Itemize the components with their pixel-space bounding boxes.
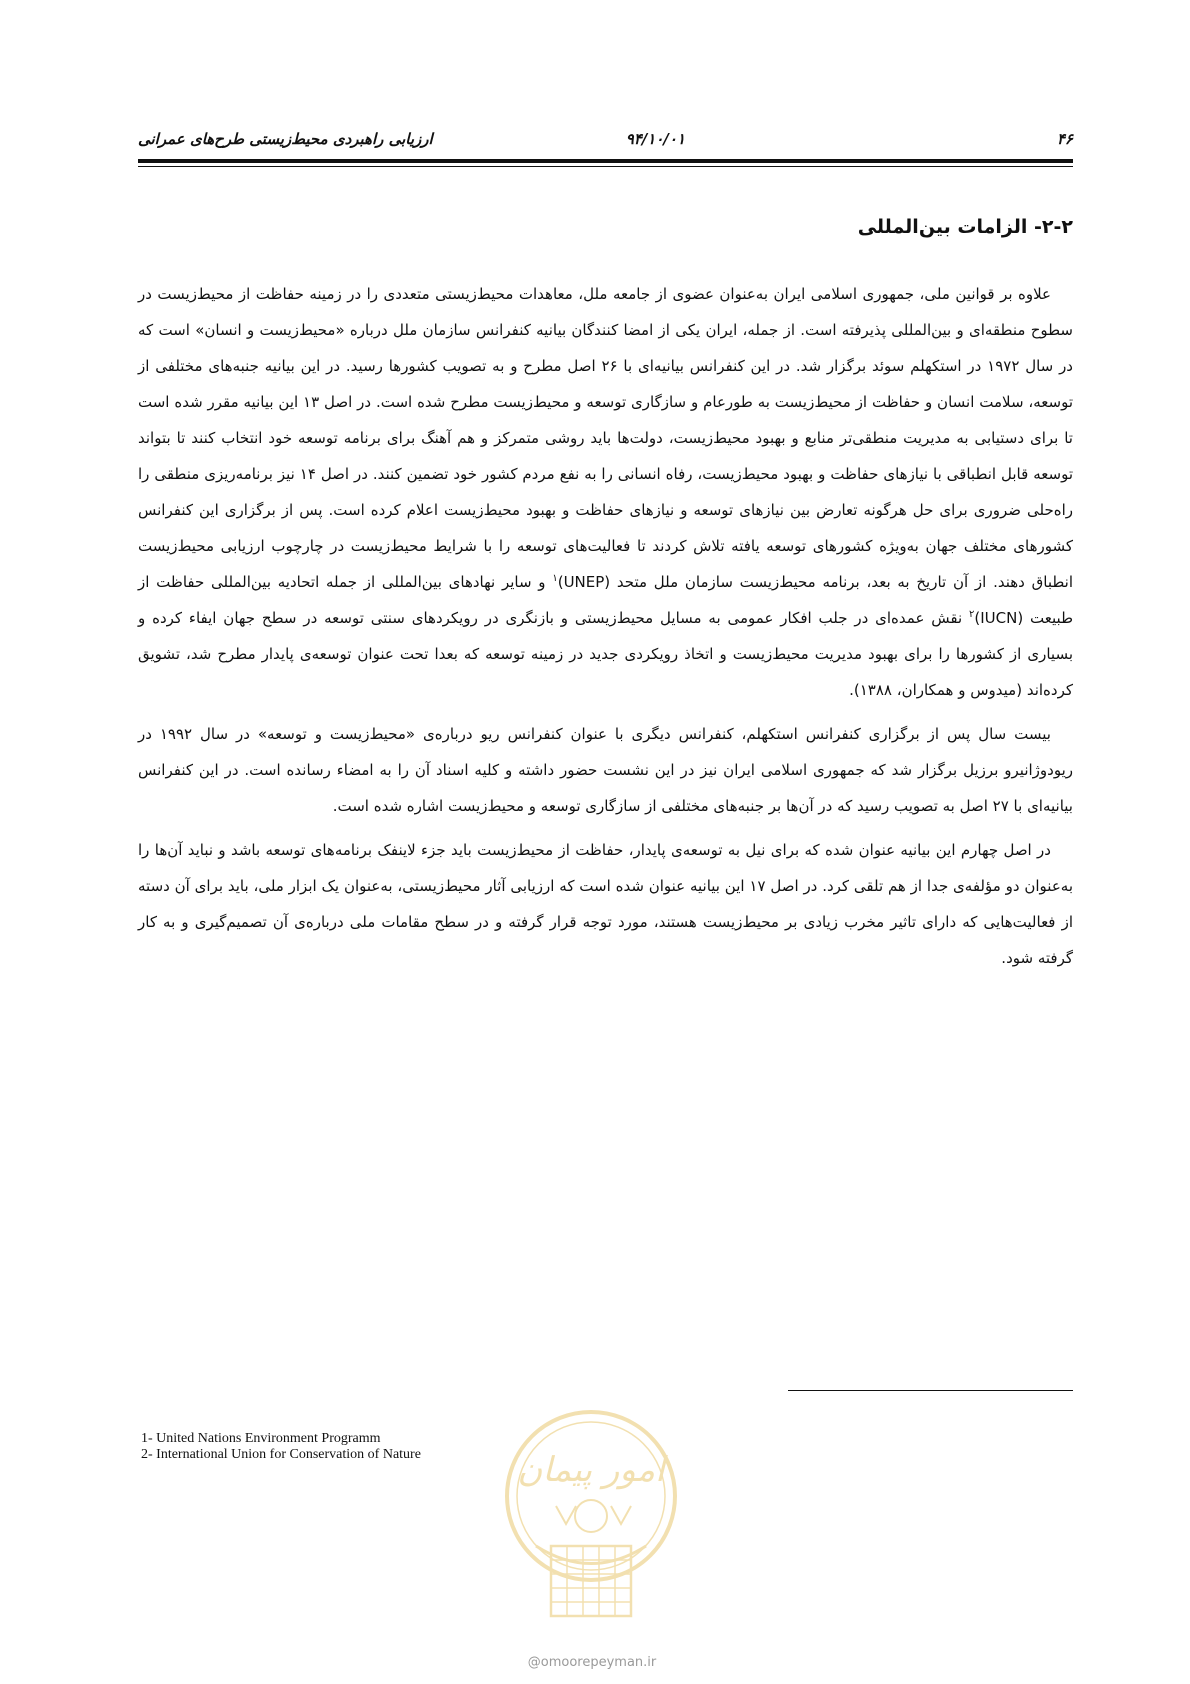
paragraph-1 xyxy=(138,276,1073,708)
header-date: ۹۴/۱۰/۰۱ xyxy=(625,130,685,148)
running-header xyxy=(138,130,1073,152)
footnote-ref-1: ۱ xyxy=(552,573,558,584)
footnote-2: 2- International Union for Conservation of Nature xyxy=(141,1447,421,1462)
watermark-logo-text: امور پیمان xyxy=(517,1450,665,1490)
header-rule-thick xyxy=(138,159,1073,163)
running-title: ارزیابی راهبردی محیط‌زیستی طرح‌های عمرانی xyxy=(138,130,433,148)
section-heading: ۲-۲- الزامات بین‌المللی xyxy=(857,216,1073,238)
paragraph-1-part-b: و سایر نهادهای بین‌المللی از جمله اتحادیه بین‌المللی حفاظت از طبیعت (IUCN) xyxy=(138,573,1074,627)
watermark-url: @omoorepeyman.ir xyxy=(527,1655,657,1670)
page-number: ۴۶ xyxy=(1056,130,1073,148)
footnotes xyxy=(141,1431,641,1463)
footnote-separator xyxy=(788,1390,1073,1391)
paragraph-1-part-a: علاوه بر قوانین ملی، جمهوری اسلامی ایران به‌عنوان عضوی از جامعه ملل، معاهدات محیط‌زیستی متعددی را در زمینه حفاظت از محیط‌زیست در سطوح منطقه‌ای و بین‌المللی پذیرفته است. از جمله، ایران یکی از امضا کنندگان بیانیه کنفرانس سازمان ملل درباره «محیط‌زیست و انسان» است که در سال ۱۹۷۲ در استکهلم سوئد برگزار شد. در این کنفرانس بیانیه‌ای با ۲۶ اصل مطرح و به تصویب کشورها رسید. در این بیانیه جنبه‌های مختلفی از توسعه، سلامت انسان و حفاظت از محیط‌زیست به طورعام و سازگاری توسعه و محیط‌زیست مطرح شده است. در اصل ۱۳ این بیانیه مقرر شده است تا برای دستیابی به مدیریت منطقی‌تر منابع و بهبود محیط‌زیست، دولت‌ها باید روشی متمرکز و هم آهنگ برای برنامه توسعه خود انتخاب کنند تا بتواند توسعه قابل انطباقی با نیازهای حفاظت و بهبود محیط‌زیست، رفاه انسانی را به نفع مردم کشور خود تضمین کنند. در اصل ۱۴ نیز برنامه‌ریزی منطقی را راه‌حلی ضروری برای حل هرگونه تعارض بین نیازهای توسعه و نیازهای حفاظت و بهبود محیط‌زیست اعلام کرده است. پس از برگزاری این کنفرانس کشورهای مختلف جهان به‌ویژه کشورهای توسعه یافته تلاش کردند تا فعالیت‌های توسعه را با شرایط محیط‌زیست در چارچوب ارزیابی محیط‌زیست انطباق دهند. از آن تاریخ به بعد، برنامه محیط‌زیست سازمان ملل متحد (UNEP) xyxy=(138,285,1073,591)
paragraph-2: بیست سال پس از برگزاری کنفرانس استکهلم، کنفرانس دیگری با عنوان کنفرانس ریو درباره‌ی «محیط‌زیست و توسعه» در سال ۱۹۹۲ در ریودوژانیرو برزیل برگزار شد که جمهوری اسلامی ایران نیز در این نشست حضور داشته و کلیه اسناد آن را به امضاء رسانده است. در این کنفرانس بیانیه‌ای با ۲۷ اصل به تصویب رسید که در آن‌ها بر جنبه‌های مختلفی از سازگاری توسعه و محیط‌زیست اشاره شده است. xyxy=(138,725,1073,815)
footnote-1: 1- United Nations Environment Programm xyxy=(141,1431,381,1446)
paragraph-1-part-c: نقش عمده‌ای در جلب افکار عمومی به مسایل محیط‌زیستی و بازنگری در رویکردهای سنتی توسعه در سطح جهان ایفاء کرده و بسیاری از کشورها را برای بهبود مدیریت محیط‌زیست و اتخاذ رویکردی جدید در زمینه توسعه که بعدا تحت عنوان توسعه‌ی پایدار مطرح شد، تشویق کرده‌اند (میدوس و همکاران، ۱۳۸۸). xyxy=(138,609,1073,699)
footnote-ref-2: ۲ xyxy=(969,609,975,620)
paragraph-3: در اصل چهارم این بیانیه عنوان شده که برای نیل به توسعه‌ی پایدار، حفاظت از محیط‌زیست باید جزء لاینفک برنامه‌های توسعه باشد و نباید آن‌ها را به‌عنوان دو مؤلفه‌ی جدا از هم تلقی کرد. در اصل ۱۷ این بیانیه عنوان شده است که ارزیابی آثار محیط‌زیستی، به‌عنوان یک ابزار ملی، باید برای آن دسته از فعالیت‌هایی که دارای تاثیر مخرب زیادی بر محیط‌زیست هستند، مورد توجه قرار گرفته و در سطح مقامات ملی درباره‌ی آن تصمیم‌گیری و به کار گرفته شود. xyxy=(138,841,1073,967)
body-text xyxy=(138,276,1073,984)
header-rule-thin xyxy=(138,166,1073,167)
